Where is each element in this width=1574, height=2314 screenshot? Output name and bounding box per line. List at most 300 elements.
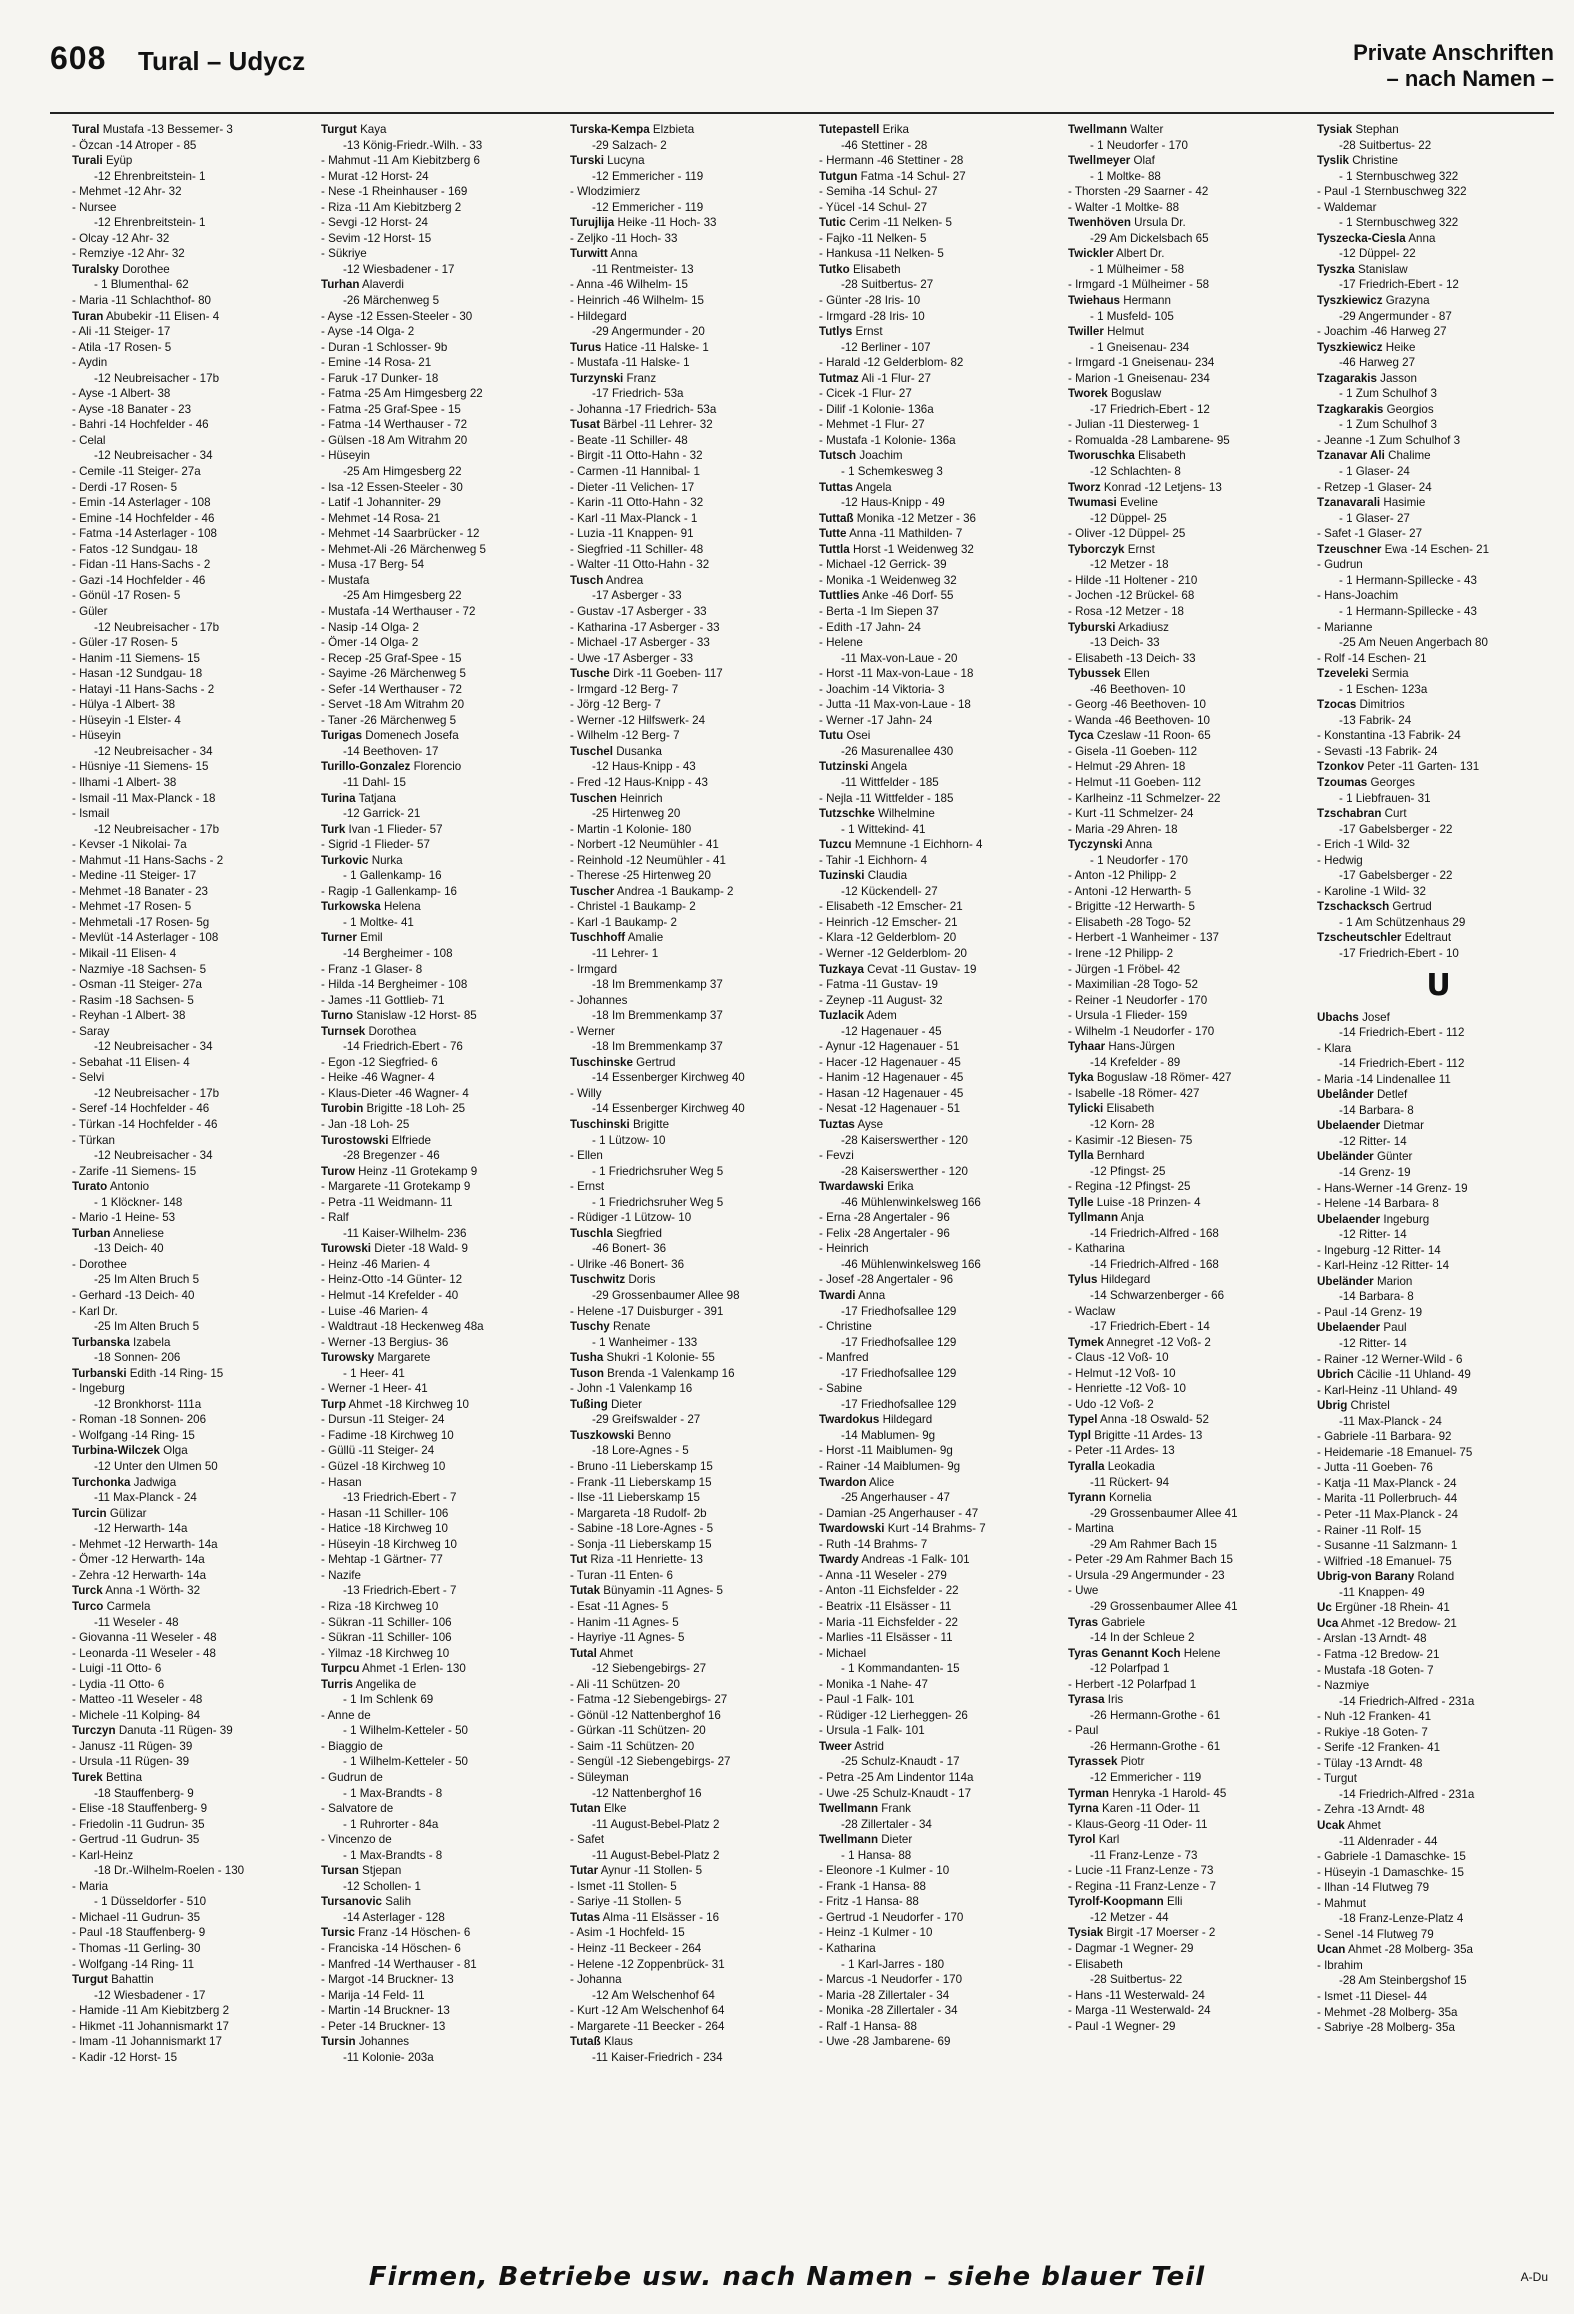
address-line <box>1068 1599 1311 1615</box>
surname: Tzagkarakis <box>1317 402 1384 416</box>
member-entry <box>1317 1802 1560 1818</box>
surname-entry <box>819 511 1062 527</box>
member-entry <box>321 1521 564 1537</box>
entry-text: Andrea <box>605 573 644 587</box>
entry-text: Antonio <box>109 1180 150 1194</box>
address-line <box>570 1988 813 2004</box>
member-entry <box>72 1941 315 1957</box>
surname-entry <box>1317 1149 1560 1165</box>
member-entry <box>1068 1024 1311 1040</box>
entry-text: - Marija -14 Feld- 11 <box>321 1988 425 2002</box>
address-line <box>1068 1506 1311 1522</box>
surname: Turkovic <box>321 853 369 867</box>
entry-text: - Karoline -1 Wild- 32 <box>1317 884 1426 898</box>
member-entry <box>570 557 813 573</box>
address-line <box>1317 309 1560 325</box>
entry-text: -18 Lore-Agnes - 5 <box>592 1444 689 1458</box>
member-entry <box>72 1568 315 1584</box>
address-line <box>1068 1661 1311 1677</box>
entry-text: - Sükran -11 Schiller- 106 <box>321 1615 452 1629</box>
entry-text: - Heinrich -12 Emscher- 21 <box>819 915 958 929</box>
entry-text: -17 Gabelsberger - 22 <box>1339 822 1453 836</box>
entry-text: - Rainer -11 Rolf- 15 <box>1317 1523 1422 1537</box>
address-line <box>321 1879 564 1895</box>
entry-text: Stjepan <box>362 1864 402 1878</box>
surname: Twenhöven <box>1068 216 1131 230</box>
address-line <box>321 1366 564 1382</box>
member-entry <box>321 1506 564 1522</box>
address-line <box>321 1583 564 1599</box>
member-entry <box>1068 417 1311 433</box>
entry-text: Kaya <box>360 123 387 136</box>
entry-text: - Salvatore de <box>321 1802 394 1816</box>
member-entry <box>1068 1723 1311 1739</box>
entry-text: - Marion -1 Gneisenau- 234 <box>1068 371 1210 385</box>
entry-text: -11 Rentmeister- 13 <box>592 262 694 276</box>
member-entry <box>570 1568 813 1584</box>
entry-text: - Marga -11 Westerwald- 24 <box>1068 2004 1211 2018</box>
member-entry <box>819 915 1062 931</box>
surname-entry <box>72 1972 315 1988</box>
surname-entry <box>819 1412 1062 1428</box>
member-entry <box>321 666 564 682</box>
surname-entry <box>819 1521 1062 1537</box>
entry-text: -14 Schwarzenberger - 66 <box>1090 1289 1225 1303</box>
address-line <box>1317 1336 1560 1352</box>
surname-entry <box>72 122 315 138</box>
member-entry <box>819 1319 1062 1335</box>
entry-text: - Hermann -46 Stettiner - 28 <box>819 154 964 168</box>
entry-text: - 1 Gneisenau- 234 <box>1090 340 1190 354</box>
entry-text: - Hasan -12 Hagenauer - 45 <box>819 1086 964 1100</box>
entry-text: Marion <box>1376 1274 1413 1288</box>
surname-entry <box>1317 666 1560 682</box>
entry-text: -11 Max-von-Laue - 20 <box>841 651 958 665</box>
entry-text: Hermann <box>1123 294 1171 308</box>
member-entry <box>570 1832 813 1848</box>
entry-text: - Heinz -11 Beckeer - 264 <box>570 1941 702 1955</box>
address-line <box>72 215 315 231</box>
entry-text: - Latif -1 Johanniter- 29 <box>321 496 441 510</box>
member-entry <box>321 511 564 527</box>
surname: Tutan <box>570 1802 601 1816</box>
address-line <box>570 588 813 604</box>
entry-text: - Peter -11 Ardes- 13 <box>1068 1444 1175 1458</box>
entry-text: - Horst -11 Maiblumen- 9g <box>819 1444 953 1458</box>
member-entry <box>1068 946 1311 962</box>
entry-text: - Sükran -11 Schiller- 106 <box>321 1631 452 1645</box>
entry-text: -14 Barbara- 8 <box>1339 1290 1414 1304</box>
member-entry <box>72 1537 315 1553</box>
entry-text: - Maria -11 Schlachthof- 80 <box>72 294 211 308</box>
entry-text: Riza -11 Henriette- 13 <box>590 1553 703 1567</box>
entry-text: Franz <box>626 371 657 385</box>
member-entry <box>1068 775 1311 791</box>
member-entry <box>72 246 315 262</box>
entry-text: -12 Wiesbadener - 17 <box>94 1988 206 2002</box>
surname: Turowski <box>321 1242 372 1256</box>
entry-text: Renate <box>612 1320 651 1334</box>
member-entry <box>1068 355 1311 371</box>
entry-text: - Hüseyin <box>72 729 121 743</box>
entry-text: - Emine -14 Hochfelder - 46 <box>72 511 215 525</box>
entry-text: - Kurt -12 Am Welschenhof 64 <box>570 2004 725 2018</box>
address-line <box>1068 1288 1311 1304</box>
entry-text: - Kevser -1 Nikolai- 7a <box>72 838 187 852</box>
address-line <box>1317 1694 1560 1710</box>
entry-text: Grazyna <box>1385 294 1430 308</box>
member-entry <box>1317 1476 1560 1492</box>
entry-text: - Nursee <box>72 200 117 214</box>
address-line <box>570 1335 813 1351</box>
entry-text: - Nese -1 Rheinhauser - 169 <box>321 185 468 199</box>
surname: Turbina-Wilczek <box>72 1444 160 1458</box>
entry-text: - Sariye -11 Stollen- 5 <box>570 1895 682 1909</box>
entry-text: - Waclaw <box>1068 1304 1116 1318</box>
surname-entry <box>321 822 564 838</box>
entry-text: - Jutta -11 Max-von-Laue - 18 <box>819 698 971 712</box>
entry-text: - Peter -14 Bruckner- 13 <box>321 2019 446 2033</box>
member-entry <box>72 853 315 869</box>
entry-text: - Monika -28 Zillertaler - 34 <box>819 2004 958 2018</box>
member-entry <box>570 837 813 853</box>
surname-entry <box>1068 293 1311 309</box>
member-entry <box>570 651 813 667</box>
surname-entry <box>321 1164 564 1180</box>
member-entry <box>1068 884 1311 900</box>
entry-text: Arkadiusz <box>1118 620 1169 634</box>
member-entry <box>1317 1989 1560 2005</box>
surname-entry <box>570 246 813 262</box>
surname-entry <box>819 1117 1062 1133</box>
entry-text: - Udo -12 Voß- 2 <box>1068 1397 1154 1411</box>
member-entry <box>819 682 1062 698</box>
surname: Turczyn <box>72 1724 116 1738</box>
entry-text: - Romualda -28 Lambarene- 95 <box>1068 433 1230 447</box>
entry-text: - Sevim -12 Horst- 15 <box>321 231 432 245</box>
entry-text: -12 Ritter- 14 <box>1339 1228 1407 1242</box>
member-entry <box>321 557 564 573</box>
entry-text: - Zehra -12 Herwarth- 14a <box>72 1568 207 1582</box>
entry-text: - Helmut -11 Goeben- 112 <box>1068 775 1201 789</box>
entry-text: - Isa -12 Essen-Steeler - 30 <box>321 480 463 494</box>
address-line <box>570 806 813 822</box>
surname: Tyralla <box>1068 1460 1105 1474</box>
address-line <box>570 386 813 402</box>
entry-text: - Birgit -11 Otto-Hahn - 32 <box>570 449 703 463</box>
member-entry <box>819 293 1062 309</box>
surname-entry <box>819 1739 1062 1755</box>
member-entry <box>321 324 564 340</box>
member-entry <box>72 962 315 978</box>
entry-text: -17 Friedhofsallee 129 <box>841 1366 957 1380</box>
member-entry <box>570 1599 813 1615</box>
surname: Tursanovic <box>321 1895 382 1909</box>
member-entry <box>570 1086 813 1102</box>
entry-text: -26 Masurenallee 430 <box>841 744 954 758</box>
surname-entry <box>1068 1754 1311 1770</box>
surname: Tyszkiewicz <box>1317 340 1383 354</box>
surname: Uca <box>1317 1616 1339 1630</box>
surname: Twiehaus <box>1068 294 1120 308</box>
entry-text: - Georg -46 Beethoven- 10 <box>1068 698 1206 712</box>
surname: Turbanski <box>72 1366 127 1380</box>
entry-text: - Aydin <box>72 356 108 370</box>
surname-entry <box>72 153 315 169</box>
entry-text: Ellen <box>1123 667 1150 681</box>
surname-entry <box>819 759 1062 775</box>
surname-entry <box>1317 930 1560 946</box>
member-entry <box>570 1179 813 1195</box>
surname: Tzschacksch <box>1317 900 1390 914</box>
surname-entry <box>570 153 813 169</box>
surname-entry <box>1068 153 1311 169</box>
entry-text: Anna -11 Mathilden- 7 <box>849 527 963 541</box>
address-line <box>321 868 564 884</box>
member-entry <box>72 1024 315 1040</box>
address-line <box>321 1039 564 1055</box>
surname-entry <box>819 122 1062 138</box>
surname: Turcin <box>72 1506 107 1520</box>
entry-text: -17 Friedhofsallee 129 <box>841 1397 957 1411</box>
entry-text: - Uwe -25 Schulz-Knaudt - 17 <box>819 1786 972 1800</box>
address-line <box>570 1817 813 1833</box>
surname: Turski <box>570 154 604 168</box>
member-entry <box>1317 1958 1560 1974</box>
entry-text: - Hans-Joachim <box>1317 589 1399 603</box>
surname: Tuschhoff <box>570 931 626 945</box>
member-entry <box>570 1770 813 1786</box>
surname: Tyszecka-Ciesla <box>1317 231 1406 245</box>
surname-entry <box>819 526 1062 542</box>
entry-text: - Johanna <box>570 1973 622 1987</box>
surname: Turska-Kempa <box>570 123 650 136</box>
entry-text: - Osman -11 Steiger- 27a <box>72 978 202 992</box>
member-entry <box>819 1646 1062 1662</box>
member-entry <box>1068 588 1311 604</box>
surname-entry <box>570 1646 813 1662</box>
member-entry <box>819 557 1062 573</box>
surname-entry <box>570 1366 813 1382</box>
surname: Tuschinske <box>570 1055 633 1069</box>
entry-text: -18 Franz-Lenze-Platz 4 <box>1339 1912 1464 1926</box>
entry-text: - Harald -12 Gelderblom- 82 <box>819 356 964 370</box>
entry-text: -11 Dahl- 15 <box>343 775 406 789</box>
member-entry <box>819 1459 1062 1475</box>
address-line <box>1317 635 1560 651</box>
member-entry <box>321 1459 564 1475</box>
address-line <box>1068 169 1311 185</box>
surname-entry <box>1317 759 1560 775</box>
address-line <box>1068 464 1311 480</box>
surname: Twellmann <box>819 1802 879 1816</box>
entry-text: - Michael -11 Gudrun- 35 <box>72 1910 201 1924</box>
entry-text: Jadwiga <box>133 1475 177 1489</box>
entry-text: -12 Neubreisacher - 34 <box>94 449 213 463</box>
member-entry <box>819 1506 1062 1522</box>
member-entry <box>1068 1241 1311 1257</box>
entry-text: Alice <box>869 1475 895 1489</box>
surname-entry <box>72 1506 315 1522</box>
entry-text: - 1 Wilhelm-Ketteler - 50 <box>343 1755 468 1769</box>
entry-text: Brigitte <box>632 1118 670 1131</box>
member-entry <box>72 930 315 946</box>
entry-text: - Fatma -14 Werthauser - 72 <box>321 418 468 432</box>
member-entry <box>1068 2003 1311 2019</box>
entry-text: -14 Krefelder - 89 <box>1090 1055 1181 1069</box>
entry-text: -12 Pfingst- 25 <box>1090 1164 1166 1178</box>
member-entry <box>72 1957 315 1973</box>
surname-entry <box>1317 1942 1560 1958</box>
member-entry <box>1068 1350 1311 1366</box>
surname-entry <box>1068 1925 1311 1941</box>
surname-entry <box>1317 1569 1560 1585</box>
entry-text: - Paul -18 Stauffenberg- 9 <box>72 1926 206 1940</box>
entry-text: - Julian -11 Diesterweg- 1 <box>1068 418 1200 432</box>
entry-text: Klaus <box>603 2035 633 2049</box>
member-entry <box>1068 573 1311 589</box>
member-entry <box>819 386 1062 402</box>
entry-text: - Michael -12 Gerrick- 39 <box>819 558 947 572</box>
entry-text: - 1 Am Schützenhaus 29 <box>1339 915 1466 929</box>
member-entry <box>819 1677 1062 1693</box>
address-line <box>1068 1972 1311 1988</box>
member-entry <box>1317 1352 1560 1368</box>
member-entry <box>819 853 1062 869</box>
member-entry <box>570 355 813 371</box>
entry-text: - Ilse -11 Lieberskamp 15 <box>570 1491 700 1505</box>
address-line <box>72 1894 315 1910</box>
member-entry <box>819 791 1062 807</box>
entry-text: Monika -12 Metzer - 36 <box>856 511 977 525</box>
entry-text: - Helmut -14 Krefelder - 40 <box>321 1289 459 1303</box>
surname: Tylle <box>1068 1195 1094 1209</box>
member-entry <box>72 417 315 433</box>
entry-text: - Duran -1 Schlosser- 9b <box>321 340 448 354</box>
entry-text: Lucyna <box>607 154 645 168</box>
member-entry <box>72 1879 315 1895</box>
entry-text: -18 Sonnen- 206 <box>94 1351 181 1365</box>
surname: Tyhaar <box>1068 1040 1106 1054</box>
address-line <box>819 1661 1062 1677</box>
address-line <box>321 744 564 760</box>
entry-text: -17 Asberger - 33 <box>592 589 682 603</box>
entry-text: - Hüseyin -1 Damaschke- 15 <box>1317 1865 1464 1879</box>
entry-text: - Karl-Heinz -11 Uhland- 49 <box>1317 1383 1458 1397</box>
entry-text: Erika <box>882 123 909 136</box>
entry-text: - Ulrike -46 Bonert- 36 <box>570 1257 685 1271</box>
member-entry <box>72 1133 315 1149</box>
entry-text: Ahmet -1 Erlen- 130 <box>362 1662 466 1676</box>
member-entry <box>1068 1568 1311 1584</box>
entry-text: -28 Bregenzer - 46 <box>343 1149 440 1163</box>
member-entry <box>1068 915 1311 931</box>
surname: Tutal <box>570 1646 597 1660</box>
surname: Turow <box>321 1164 355 1178</box>
entry-text: -46 Beethoven- 10 <box>1090 682 1186 696</box>
entry-text: - Hüsniye -11 Siemens- 15 <box>72 760 209 774</box>
member-entry <box>1317 1243 1560 1259</box>
entry-text: - Sevasti -13 Fabrik- 24 <box>1317 744 1438 758</box>
entry-text: - Ömer -12 Herwarth- 14a <box>72 1553 205 1567</box>
entry-text: -12 Hagenauer - 45 <box>841 1024 942 1038</box>
entry-text: - Mehmet -12 Herwarth- 14a <box>72 1537 218 1551</box>
member-entry <box>819 1910 1062 1926</box>
entry-text: - Joachim -46 Harweg 27 <box>1317 325 1447 339</box>
entry-text: -28 Am Steinbergshof 15 <box>1339 1974 1467 1988</box>
address-line <box>1068 340 1311 356</box>
entry-text: Hasimie <box>1383 496 1426 510</box>
entry-text: - Murat -12 Horst- 24 <box>321 169 429 183</box>
member-entry <box>819 1226 1062 1242</box>
entry-text: -28 Kaiserswerther - 120 <box>841 1164 968 1178</box>
entry-text: - Manfred -14 Werthauser - 81 <box>321 1957 477 1971</box>
entry-text: Henryka -1 Harold- 45 <box>1112 1786 1227 1800</box>
entry-text: - Sefer -14 Werthauser - 72 <box>321 682 462 696</box>
entry-text: - Sebahat -11 Elisen- 4 <box>72 1055 190 1069</box>
surname: Turzynski <box>570 371 624 385</box>
surname-entry <box>570 371 813 387</box>
surname: Tutte <box>819 527 847 541</box>
member-entry <box>1317 1258 1560 1274</box>
entry-text: Heike -11 Hoch- 33 <box>617 216 717 230</box>
member-entry <box>570 1879 813 1895</box>
member-entry <box>570 464 813 480</box>
address-line <box>321 262 564 278</box>
member-entry <box>72 1164 315 1180</box>
entry-text: - Gerhard -13 Deich- 40 <box>72 1289 195 1303</box>
member-entry <box>1317 728 1560 744</box>
entry-text: Anna <box>858 1289 886 1303</box>
entry-text: -11 Weseler - 48 <box>94 1615 179 1629</box>
surname: Tylla <box>1068 1149 1094 1163</box>
member-entry <box>321 215 564 231</box>
entry-text: - Sengül -12 Siebengebirgs- 27 <box>570 1755 731 1769</box>
entry-text: - Eleonore -1 Kulmer - 10 <box>819 1864 950 1878</box>
entry-text: Emil <box>360 931 383 945</box>
entry-text: - Ingeburg <box>72 1382 125 1396</box>
address-line <box>1317 604 1560 620</box>
entry-text: - Mikail -11 Elisen- 4 <box>72 946 177 960</box>
member-entry <box>321 1381 564 1397</box>
surname: Twardi <box>819 1289 856 1303</box>
surname-entry <box>1068 666 1311 682</box>
member-entry <box>819 355 1062 371</box>
entry-text: -12 Ehrenbreitstein- 1 <box>94 216 206 230</box>
member-entry <box>819 1708 1062 1724</box>
member-entry <box>819 930 1062 946</box>
surname: Tylicki <box>1068 1102 1104 1116</box>
entry-text: - Fatma -11 Gustav- 19 <box>819 978 938 992</box>
address-line <box>321 806 564 822</box>
entry-text: - Imam -11 Johannismarkt 17 <box>72 2035 222 2049</box>
surname: Turobin <box>321 1102 364 1116</box>
entry-text: - Asim -1 Hochfeld- 15 <box>570 1926 685 1940</box>
member-entry <box>819 1568 1062 1584</box>
member-entry <box>570 728 813 744</box>
surname-entry <box>1317 1600 1560 1616</box>
member-entry <box>72 324 315 340</box>
address-line <box>1317 915 1560 931</box>
member-entry <box>570 433 813 449</box>
surname-entry <box>570 1226 813 1242</box>
surname-entry <box>1317 1398 1560 1414</box>
entry-text: - Ragip -1 Gallenkamp- 16 <box>321 884 457 898</box>
surname: Tzschabran <box>1317 807 1382 821</box>
address-line <box>1068 1164 1311 1180</box>
surname-entry <box>570 2034 813 2050</box>
member-entry <box>819 573 1062 589</box>
